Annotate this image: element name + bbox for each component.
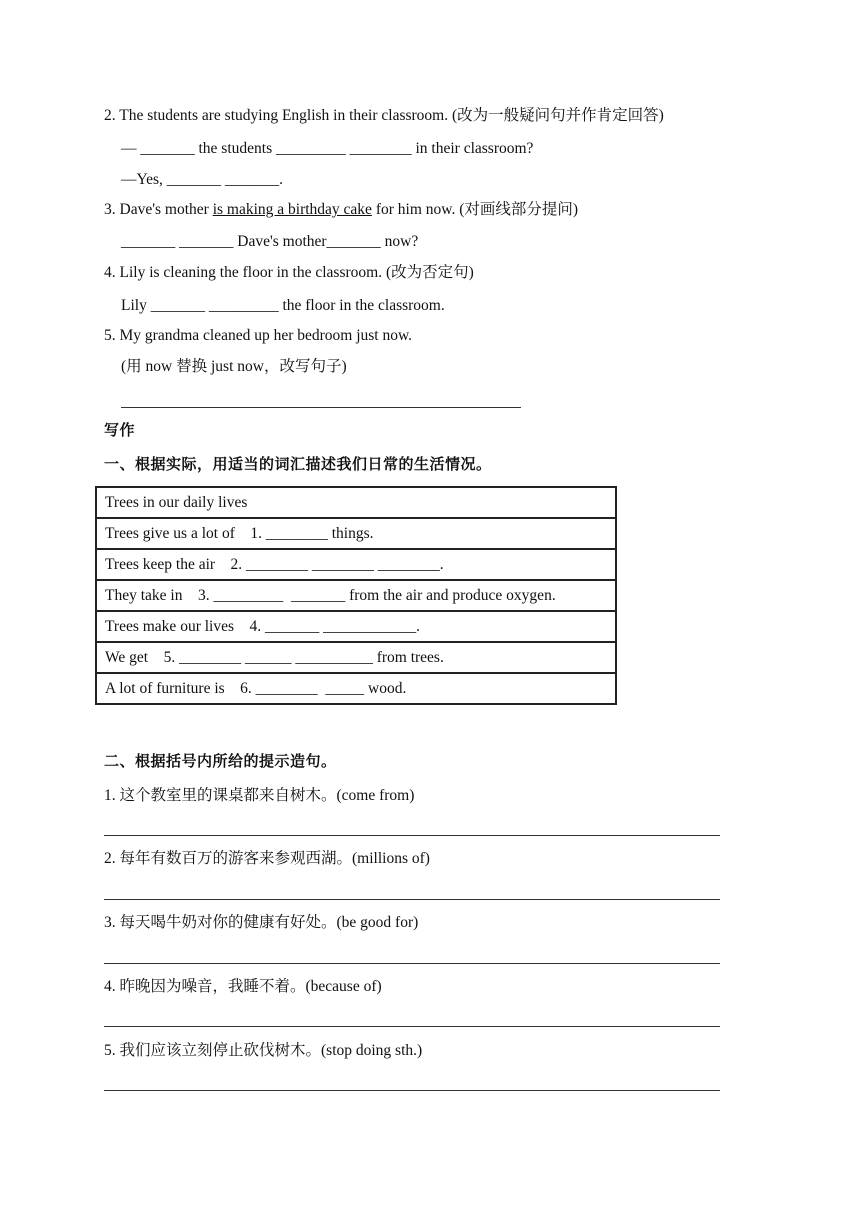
table-cell: Trees give us a lot of 1. ________ things. xyxy=(96,518,616,549)
table-cell: A lot of furniture is 6. ________ _____ wood. xyxy=(96,673,616,704)
writing-table xyxy=(95,486,617,705)
q3-answer-line: _______ _______ Dave's mother_______ now? xyxy=(121,233,419,250)
table-row xyxy=(96,642,616,673)
q5-prompt: 5. My grandma cleaned up her bedroom just now. xyxy=(104,327,413,344)
sentence-prompt-5: 5. 我们应该立刻停止砍伐树木。(stop doing sth.) xyxy=(104,1042,423,1059)
q3-prompt-before: 3. Dave's mother xyxy=(104,201,213,218)
q2-prompt: 2. The students are studying English in their classroom. (改为一般疑问句并作肯定回答) xyxy=(104,107,664,124)
q3-prompt-underlined: is making a birthday cake xyxy=(212,201,372,218)
q3-prompt-after: for him now. (对画线部分提问) xyxy=(371,201,579,218)
answer-rule-1 xyxy=(104,835,720,836)
table-cell: Trees in our daily lives xyxy=(96,487,616,518)
table-cell: Trees make our lives 4. _______ ____________. xyxy=(96,611,616,642)
part1-heading: 一、根据实际，用适当的词汇描述我们日常的生活情况。 xyxy=(104,457,492,473)
q4-prompt: 4. Lily is cleaning the floor in the classroom. (改为否定句) xyxy=(104,264,474,281)
table-row xyxy=(96,580,616,611)
q4-answer-line: Lily _______ _________ the floor in the classroom. xyxy=(121,297,445,314)
q2-answer-line-2: —Yes, _______ _______. xyxy=(121,171,284,188)
q2-answer-line-1: — _______ the students _________ ________ in their classroom? xyxy=(121,140,534,157)
answer-rule-3 xyxy=(104,963,720,964)
answer-rule-4 xyxy=(104,1026,720,1027)
sentence-prompt-1: 1. 这个教室里的课桌都来自树木。(come from) xyxy=(104,787,415,804)
q3-prompt xyxy=(104,200,578,220)
table-cell: We get 5. ________ ______ __________ from trees. xyxy=(96,642,616,673)
writing-title: 写作 xyxy=(104,423,136,439)
sentence-prompt-4: 4. 昨晚因为噪音，我睡不着。(because of) xyxy=(104,978,382,995)
q5-answer-rule xyxy=(121,407,521,408)
q5-instruction: (用 now 替换 just now，改写句子) xyxy=(121,358,347,375)
table-cell: Trees keep the air 2. ________ ________ ________. xyxy=(96,549,616,580)
sentence-prompt-3: 3. 每天喝牛奶对你的健康有好处。(be good for) xyxy=(104,914,419,931)
table-cell: They take in 3. _________ _______ from the air and produce oxygen. xyxy=(96,580,616,611)
part2-heading: 二、根据括号内所给的提示造句。 xyxy=(104,754,337,770)
table-row xyxy=(96,549,616,580)
answer-rule-5 xyxy=(104,1090,720,1091)
sentence-prompt-2: 2. 每年有数百万的游客来参观西湖。(millions of) xyxy=(104,850,430,867)
table-row xyxy=(96,673,616,704)
table-row xyxy=(96,611,616,642)
table-row xyxy=(96,518,616,549)
table-row xyxy=(96,487,616,518)
answer-rule-2 xyxy=(104,899,720,900)
